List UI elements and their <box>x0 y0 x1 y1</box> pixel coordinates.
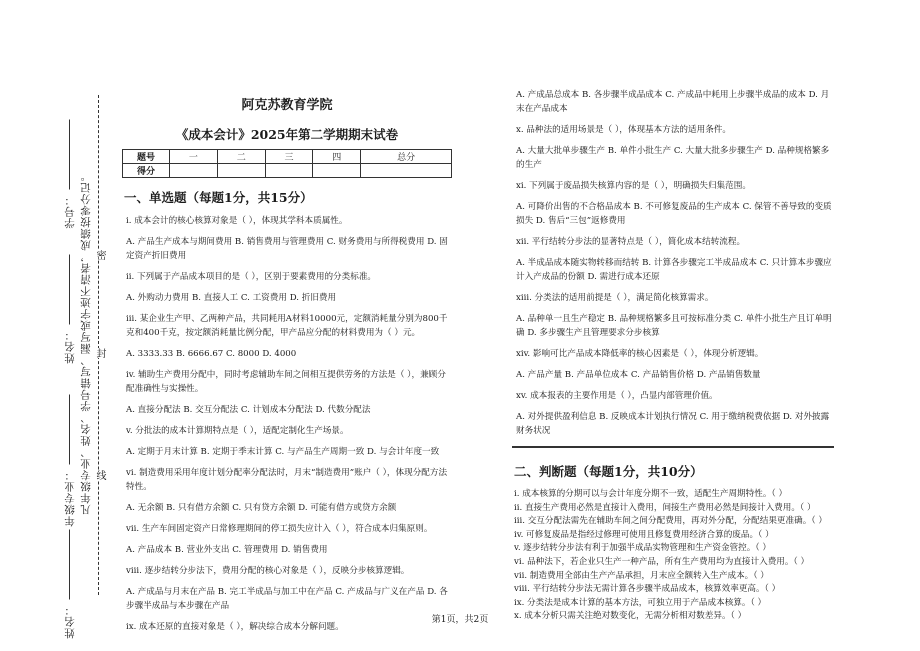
question-item: xi. 下列属于废品损失核算内容的是（ ），明确损失归集范围。 <box>516 181 751 191</box>
seal-char-xian: 线 <box>94 470 105 480</box>
score-input-cell[interactable] <box>313 164 361 178</box>
score-input-cell[interactable] <box>361 164 452 178</box>
score-cell: 题号 <box>123 150 170 164</box>
question-item: v. 分批法的成本计算期特点是（ ），适配定制化生产场景。 <box>126 426 349 436</box>
left-column <box>122 90 452 641</box>
true-false-item: iii. 交互分配法需先在辅助车间之间分配费用，再对外分配，分配结果更准确。（ ） <box>514 516 827 527</box>
section1-title: 一、单选题（每题1分，共15分） <box>124 190 313 205</box>
true-false-item: i. 成本核算的分期可以与会计年度分期不一致，适配生产周期特性。（ ） <box>514 489 788 499</box>
true-false-item: x. 成本分析只需关注绝对数变化，无需分析相对数差异。（ ） <box>514 611 747 622</box>
question-item: xiv. 影响可比产品成本降低率的核心因素是（ ），体现分析逻辑。 <box>516 349 764 359</box>
score-cell: 得分 <box>123 164 170 178</box>
true-false-item: vi. 品种法下，若企业只生产一种产品，所有生产费用均为直接计入费用。（ ） <box>514 556 810 567</box>
name-label: 姓名： <box>64 329 76 364</box>
true-false-item: viii. 平行结转分步法无需计算各步骤半成品成本，核算效率更高。（ ） <box>514 584 781 595</box>
score-table-score-row <box>123 164 452 178</box>
question-item: x. 品种法的适用场景是（ ），体现基本方法的适用条件。 <box>516 125 731 135</box>
seal-char-feng: 封 <box>94 348 105 358</box>
score-cell: 二 <box>217 150 265 164</box>
tf-question-list <box>512 488 834 624</box>
score-table <box>122 149 452 178</box>
question-item: viii. 逐步结转分步法下，费用分配的核心对象是（ ），反映分步核算逻辑。 <box>126 566 410 576</box>
question-item: i. 成本会计的核心核算对象是（ ），体现其学科本质属性。 <box>126 216 348 226</box>
question-item: A. 产品生产成本与期间费用 B. 销售费用与管理费用 C. 财务费用与所得税费用 D. 固定资产折旧费用 <box>126 237 448 261</box>
question-item: vii. 生产车间固定资产日常修理期间的停工损失应计入（ ），符合成本归集原则。 <box>126 524 433 534</box>
section2-title: 二、判断题（每题1分，共10分） <box>514 464 703 479</box>
question-item: iii. 某企业生产甲、乙两种产品，共同耗用A材料10000元，定额消耗量分别为800千克和400千克，按定额消耗量比例分配，甲产品应分配的材料费用为（ ）元。 <box>126 314 448 338</box>
seal-char-mi: 密 <box>94 250 105 260</box>
left-question-list <box>122 214 452 634</box>
score-cell: 三 <box>265 150 313 164</box>
question-item: A. 定期于月末计算 B. 定期于季末计算 C. 与产品生产周期一致 D. 与会计年度一致 <box>126 447 440 457</box>
binding-notice: 凡年级专业、姓名、学号错写、漏写或字迹不清者，成绩按零分记。 <box>80 170 92 515</box>
question-item: A. 无余额 B. 只有借方余额 C. 只有贷方余额 D. 可能有借方或贷方余额 <box>126 503 397 513</box>
student-id-label: 学号： <box>64 194 76 229</box>
question-item: A. 产成品与月末在产品 B. 完工半成品与加工中在产品 C. 产成品与广义在产品 D. 各步骤半成品与本步骤在产品 <box>126 587 448 611</box>
true-false-item: ii. 直接生产费用必然是直接计入费用，间接生产费用必然是间接计入费用。（ ） <box>514 502 816 513</box>
section-divider <box>512 446 834 448</box>
score-table-header-row <box>123 150 452 164</box>
question-item: A. 3333.33 B. 6666.67 C. 8000 D. 4000 <box>126 349 297 359</box>
score-input-cell[interactable] <box>170 164 218 178</box>
score-input-cell[interactable] <box>217 164 265 178</box>
question-item: ii. 下列属于产品成本项目的是（ ），区别于要素费用的分类标准。 <box>126 272 377 282</box>
question-item: A. 大量大批单步骤生产 B. 单件小批生产 C. 大量大批多步骤生产 D. 品种规格繁多的生产 <box>516 146 830 170</box>
question-item: iv. 辅助生产费用分配中，同时考虑辅助车间之间相互提供劳务的方法是（ ），兼顾分配准确性与实操性。 <box>126 370 446 394</box>
question-item: A. 品种单一且生产稳定 B. 品种规格繁多且可按标准分类 C. 单件小批生产且订单明确 D. 多步骤生产且管理要求分步核算 <box>516 314 832 338</box>
exam-title: 《成本会计》2025年第二学期期末试卷 <box>175 127 399 142</box>
question-item: A. 外购动力费用 B. 直接人工 C. 工资费用 D. 折旧费用 <box>126 293 337 303</box>
question-item: A. 可降价出售的不合格品成本 B. 不可修复废品的生产成本 C. 保管不善导致的变质损失 D. 售后“三包”返修费用 <box>516 202 832 226</box>
true-false-item: iv. 可修复废品是指经过修理可使用且修复费用经济合算的废品。（ ） <box>514 529 774 540</box>
grade-major-field[interactable] <box>62 395 77 527</box>
question-item: A. 直接分配法 B. 交互分配法 C. 计划成本分配法 D. 代数分配法 <box>126 405 371 415</box>
score-cell: 总分 <box>361 150 452 164</box>
name-label-bottom: 姓名： <box>64 604 76 639</box>
question-item: xv. 成本报表的主要作用是（ ），凸显内部管理价值。 <box>516 391 718 401</box>
true-false-item: vii. 制造费用全部由生产产品承担，月末应全额转入生产成本。（ ） <box>514 570 769 581</box>
question-item: vi. 制造费用采用年度计划分配率分配法时，月末“制造费用”账户（ ），体现分配方法特性。 <box>126 468 448 492</box>
student-id-field[interactable] <box>62 120 77 229</box>
score-cell: 四 <box>313 150 361 164</box>
question-item: A. 半成品成本随实物转移而结转 B. 计算各步骤完工半成品成本 C. 只计算本步骤应计入产成品的份额 D. 需进行成本还原 <box>516 258 832 282</box>
question-item: A. 对外提供盈利信息 B. 反映成本计划执行情况 C. 用于缴纳税费依据 D. 对外披露财务状况 <box>516 412 830 436</box>
name-field[interactable] <box>62 255 77 364</box>
question-item: A. 产品成本 B. 营业外支出 C. 管理费用 D. 销售费用 <box>126 545 328 555</box>
page-footer: 第1页，共2页 <box>431 615 489 625</box>
grade-major-label: 年级专业： <box>64 469 76 527</box>
score-cell: 一 <box>170 150 218 164</box>
score-input-cell[interactable] <box>265 164 313 178</box>
question-item: xiii. 分类法的适用前提是（ ），满足简化核算需求。 <box>516 293 714 303</box>
right-column <box>512 88 834 624</box>
school-name: 阿克苏教育学院 <box>241 98 333 113</box>
question-item: A. 产成品总成本 B. 各步骤半成品成本 C. 产成品中耗用上步骤半成品的成本 D. 月末在产品成本 <box>516 90 830 114</box>
true-false-item: v. 逐步结转分步法有利于加强半成品实物管理和生产资金管控。（ ） <box>514 543 771 554</box>
true-false-item: ix. 分类法是成本计算的基本方法，可独立用于产品成本核算。（ ） <box>514 597 767 608</box>
question-item: xii. 平行结转分步法的显著特点是（ ），简化成本结转流程。 <box>516 237 746 247</box>
question-item: ix. 成本还原的直接对象是（ ），解决综合成本分解问题。 <box>126 622 344 632</box>
binding-dashed-line <box>98 95 99 595</box>
right-question-list <box>512 88 834 438</box>
question-item: A. 产品产量 B. 产品单位成本 C. 产品销售价格 D. 产品销售数量 <box>516 370 761 380</box>
